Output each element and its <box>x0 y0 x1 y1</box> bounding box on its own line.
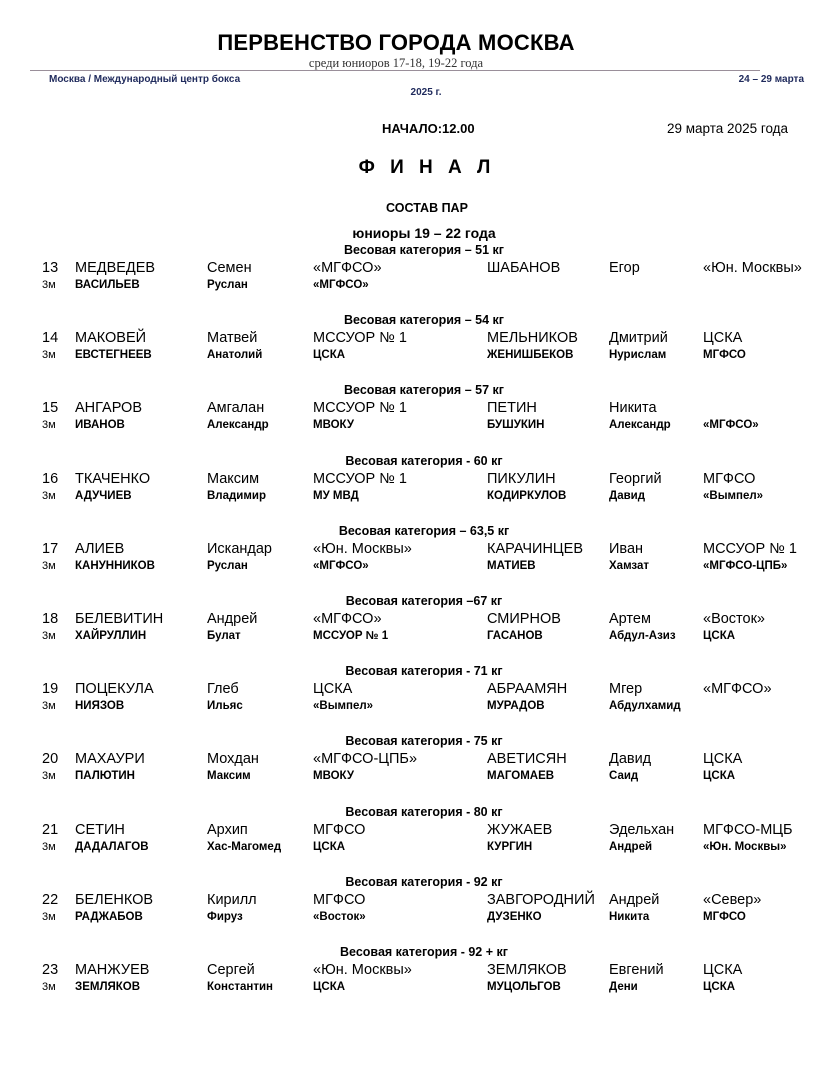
red-reserve-first-name: Константин <box>207 980 274 993</box>
blue-reserve-club: ЦСКА <box>703 980 736 993</box>
weight-category: Весовая категория – 63,5 кг <box>338 523 510 538</box>
bout-block <box>0 944 828 1014</box>
red-surname: СЕТИН <box>75 821 125 838</box>
red-first-name: Мохдан <box>207 751 259 768</box>
blue-first-name: Давид <box>609 751 652 768</box>
blue-reserve-surname: БУШУКИН <box>487 419 545 432</box>
red-surname: МАХАУРИ <box>75 751 145 768</box>
bout-reserve-row <box>0 279 828 293</box>
red-reserve-club: «МГФСО» <box>313 279 369 291</box>
blue-surname: КАРАЧИНЦЕВ <box>487 540 583 557</box>
bout-reserve-row <box>0 349 828 363</box>
red-club: МССУОР № 1 <box>313 330 407 347</box>
red-reserve-club: «МГФСО» <box>313 559 369 572</box>
blue-reserve-surname: МУРАДОВ <box>487 700 545 713</box>
event-dates: 24 – 29 марта <box>738 74 804 85</box>
red-reserve-surname: ЕВСТЕГНЕЕВ <box>75 349 152 362</box>
bout-main-row <box>0 541 828 559</box>
red-reserve-club: МУ МВД <box>313 489 359 502</box>
blue-surname: ШАБАНОВ <box>487 260 561 276</box>
bout-reserve-row <box>0 490 828 504</box>
weight-category: Весовая категория - 80 кг <box>345 804 503 819</box>
red-reserve-club: ЦСКА <box>313 980 346 993</box>
blue-reserve-surname: ГАСАНОВ <box>487 629 543 642</box>
red-reserve-club: МВОКУ <box>313 419 355 432</box>
red-surname: АЛИЕВ <box>75 540 125 557</box>
reserve-tag: 3м <box>42 910 56 923</box>
weight-category: Весовая категория - 75 кг <box>345 734 503 749</box>
bout-reserve-row <box>0 630 828 644</box>
blue-first-name: Мгер <box>609 681 643 698</box>
reserve-tag: 3м <box>42 419 56 432</box>
reserve-tag: 3м <box>42 770 56 783</box>
bout-reserve-row <box>0 770 828 784</box>
blue-reserve-surname: ДУЗЕНКО <box>487 910 542 923</box>
blue-reserve-first-name: Нурислам <box>609 349 667 362</box>
blue-surname: АБРААМЯН <box>487 681 568 698</box>
blue-surname: ЗЕМЛЯКОВ <box>487 961 567 978</box>
reserve-tag: 3м <box>42 700 56 713</box>
red-club: «МГФСО» <box>313 260 382 276</box>
weight-category: Весовая категория - 92 + кг <box>340 944 508 959</box>
bout-reserve-row <box>0 841 828 855</box>
red-reserve-surname: ЗЕМЛЯКОВ <box>75 980 141 993</box>
red-club: МССУОР № 1 <box>313 400 407 417</box>
bout-block <box>0 453 828 523</box>
bout-number: 16 <box>42 470 59 487</box>
bout-main-row <box>0 400 828 418</box>
red-reserve-surname: РАДЖАБОВ <box>75 910 143 923</box>
pairs-label: СОСТАВ ПАР <box>386 201 468 215</box>
red-surname: АНГАРОВ <box>75 400 142 417</box>
red-reserve-surname: ИВАНОВ <box>75 419 125 432</box>
weight-category: Весовая категория - 71 кг <box>345 664 503 679</box>
blue-surname: ЖУЖАЕВ <box>487 821 553 838</box>
red-reserve-surname: ВАСИЛЬЕВ <box>75 279 140 291</box>
red-club: МГФСО <box>313 891 366 908</box>
red-first-name: Сергей <box>207 961 255 978</box>
weight-category: Весовая категория –67 кг <box>345 593 503 608</box>
bout-number: 22 <box>42 891 59 908</box>
red-first-name: Амгалан <box>207 400 265 417</box>
red-club: «Юн. Москвы» <box>313 961 412 978</box>
reserve-tag: 3м <box>42 349 56 362</box>
bout-main-row <box>0 681 828 699</box>
blue-reserve-club: ЦСКА <box>703 629 736 642</box>
red-club: МССУОР № 1 <box>313 470 407 487</box>
red-reserve-first-name: Фируз <box>207 910 243 923</box>
bout-main-row <box>0 751 828 769</box>
blue-club: «Юн. Москвы» <box>703 260 802 276</box>
bout-reserve-row <box>0 419 828 433</box>
bout-main-row <box>0 962 828 980</box>
bout-block <box>0 382 828 452</box>
weight-category: Весовая категория – 51 кг <box>344 243 504 257</box>
blue-first-name: Иван <box>609 540 644 557</box>
blue-reserve-first-name: Саид <box>609 770 639 783</box>
blue-first-name: Дмитрий <box>609 330 668 347</box>
bout-block <box>0 733 828 803</box>
bout-reserve-row <box>0 560 828 574</box>
bout-main-row <box>0 892 828 910</box>
blue-first-name: Георгий <box>609 470 662 487</box>
bout-block <box>0 242 828 312</box>
blue-surname: СМИРНОВ <box>487 610 561 627</box>
blue-first-name: Артем <box>609 610 651 627</box>
document-title: ПЕРВЕНСТВО ГОРОДА МОСКВА <box>217 30 575 55</box>
bout-block <box>0 663 828 733</box>
red-reserve-surname: НИЯЗОВ <box>75 700 125 713</box>
blue-first-name: Эдельхан <box>609 821 675 838</box>
bout-reserve-row <box>0 981 828 995</box>
red-club: «Юн. Москвы» <box>313 540 412 557</box>
weight-category: Весовая категория – 54 кг <box>344 313 504 328</box>
weight-category: Весовая категория - 60 кг <box>345 453 503 468</box>
bout-number: 18 <box>42 610 59 627</box>
red-reserve-surname: КАНУННИКОВ <box>75 559 155 572</box>
reserve-tag: 3м <box>42 629 56 642</box>
red-club: «МГФСО» <box>313 610 382 627</box>
red-reserve-first-name: Хас-Магомед <box>207 840 282 853</box>
blue-reserve-surname: КУРГИН <box>487 840 533 853</box>
blue-reserve-surname: КОДИРКУЛОВ <box>487 489 567 502</box>
blue-reserve-first-name: Давид <box>609 489 646 502</box>
age-group-label: юниоры 19 – 22 года <box>352 225 496 241</box>
bout-main-row <box>0 260 828 278</box>
red-reserve-surname: АДУЧИЕВ <box>75 489 132 502</box>
red-reserve-club: ЦСКА <box>313 349 346 362</box>
red-reserve-first-name: Владимир <box>207 489 266 502</box>
red-first-name: Максим <box>207 470 260 487</box>
header-divider <box>30 70 760 71</box>
event-year: 2025 г. <box>410 87 442 98</box>
bout-reserve-row <box>0 911 828 925</box>
bout-number: 17 <box>42 540 59 557</box>
blue-club: ЦСКА <box>703 330 743 347</box>
red-first-name: Кирилл <box>207 891 257 908</box>
reserve-tag: 3м <box>42 489 56 502</box>
red-first-name: Семен <box>207 260 252 276</box>
blue-reserve-club: «Юн. Москвы» <box>703 840 787 853</box>
blue-reserve-first-name: Абдулхамид <box>609 700 681 713</box>
bout-block <box>0 593 828 663</box>
bout-main-row <box>0 822 828 840</box>
red-reserve-surname: ХАЙРУЛЛИН <box>75 629 147 642</box>
blue-reserve-first-name: Хамзат <box>609 559 650 572</box>
blue-reserve-club: «МГФСО» <box>703 419 759 432</box>
red-reserve-club: «Восток» <box>313 910 366 923</box>
session-date: 29 марта 2025 года <box>667 121 789 136</box>
blue-reserve-first-name: Абдул-Азиз <box>609 629 676 642</box>
red-reserve-club: ЦСКА <box>313 840 346 853</box>
blue-first-name: Никита <box>609 400 657 417</box>
blue-club: «Восток» <box>703 610 766 627</box>
red-surname: МАНЖУЕВ <box>75 961 150 978</box>
document-subtitle: среди юниоров 17-18, 19-22 года <box>308 56 484 70</box>
blue-reserve-club: «Вымпел» <box>703 489 764 502</box>
red-first-name: Андрей <box>207 610 258 627</box>
red-surname: МЕДВЕДЕВ <box>75 260 156 276</box>
red-first-name: Глеб <box>207 681 239 698</box>
weight-category: Весовая категория – 57 кг <box>344 383 504 398</box>
bout-number: 20 <box>42 751 59 768</box>
red-reserve-first-name: Александр <box>207 419 269 432</box>
red-reserve-first-name: Руслан <box>207 559 248 572</box>
blue-reserve-club: ЦСКА <box>703 770 736 783</box>
bout-main-row <box>0 471 828 489</box>
bout-number: 14 <box>42 330 59 347</box>
red-first-name: Матвей <box>207 330 258 347</box>
reserve-tag: 3м <box>42 559 56 572</box>
blue-surname: ПЕТИН <box>487 400 537 417</box>
bout-block <box>0 523 828 593</box>
red-surname: ПОЦЕКУЛА <box>75 681 154 698</box>
red-first-name: Искандар <box>207 540 272 557</box>
red-reserve-first-name: Руслан <box>207 279 248 291</box>
bout-main-row <box>0 330 828 348</box>
red-reserve-surname: ПАЛЮТИН <box>75 770 135 783</box>
red-surname: БЕЛЕВИТИН <box>75 610 164 627</box>
bout-number: 23 <box>42 961 59 978</box>
reserve-tag: 3м <box>42 840 56 853</box>
blue-surname: МЕЛЬНИКОВ <box>487 330 578 347</box>
blue-club: ЦСКА <box>703 961 743 978</box>
blue-reserve-club: «МГФСО-ЦПБ» <box>703 559 788 572</box>
blue-club: «Север» <box>703 891 762 908</box>
bout-block <box>0 312 828 382</box>
blue-first-name: Андрей <box>609 891 660 908</box>
blue-reserve-first-name: Никита <box>609 910 650 923</box>
red-reserve-club: МССУОР № 1 <box>313 629 389 642</box>
blue-reserve-surname: МУЦОЛЬГОВ <box>487 980 561 993</box>
blue-surname: АВЕТИСЯН <box>487 751 567 768</box>
bout-number: 13 <box>42 260 59 276</box>
red-reserve-first-name: Ильяс <box>207 700 243 713</box>
blue-club: МГФСО-МЦБ <box>703 821 793 838</box>
blue-reserve-first-name: Дени <box>609 980 638 993</box>
blue-first-name: Евгений <box>609 961 664 978</box>
bout-block <box>0 804 828 874</box>
red-surname: БЕЛЕНКОВ <box>75 891 154 908</box>
red-reserve-club: МВОКУ <box>313 770 355 783</box>
blue-club: ЦСКА <box>703 751 743 768</box>
blue-reserve-club: МГФСО <box>703 910 746 923</box>
red-first-name: Архип <box>207 821 248 838</box>
stage-title: Ф И Н А Л <box>358 157 496 178</box>
start-time: НАЧАЛО:12.00 <box>382 121 475 136</box>
red-club: «МГФСО-ЦПБ» <box>313 751 418 768</box>
red-reserve-first-name: Максим <box>207 770 251 783</box>
red-reserve-first-name: Анатолий <box>207 349 263 362</box>
blue-club: МГФСО <box>703 470 756 487</box>
reserve-tag: 3м <box>42 279 56 291</box>
blue-reserve-surname: ЖЕНИШБЕКОВ <box>487 349 574 362</box>
blue-surname: ЗАВГОРОДНИЙ <box>487 891 595 908</box>
bout-block <box>0 874 828 944</box>
bout-reserve-row <box>0 700 828 714</box>
red-reserve-surname: ДАДАЛАГОВ <box>75 840 149 853</box>
bouts-list <box>0 242 828 1014</box>
blue-reserve-club: МГФСО <box>703 349 746 362</box>
blue-surname: ПИКУЛИН <box>487 470 556 487</box>
red-surname: МАКОВЕЙ <box>75 330 147 347</box>
weight-category: Весовая категория - 92 кг <box>345 874 503 889</box>
red-club: ЦСКА <box>313 681 353 698</box>
blue-club: «МГФСО» <box>703 681 772 698</box>
blue-first-name: Егор <box>609 260 640 276</box>
red-reserve-club: «Вымпел» <box>313 700 374 713</box>
bout-main-row <box>0 611 828 629</box>
bout-number: 19 <box>42 681 59 698</box>
blue-reserve-surname: МАГОМАЕВ <box>487 770 555 783</box>
blue-reserve-first-name: Александр <box>609 419 671 432</box>
red-surname: ТКАЧЕНКО <box>75 470 151 487</box>
bout-number: 15 <box>42 400 59 417</box>
blue-reserve-surname: МАТИЕВ <box>487 559 536 572</box>
reserve-tag: 3м <box>42 980 56 993</box>
red-reserve-first-name: Булат <box>207 629 241 642</box>
venue-label: Москва / Международный центр бокса <box>49 74 241 85</box>
red-club: МГФСО <box>313 821 366 838</box>
blue-reserve-first-name: Андрей <box>609 840 653 853</box>
bout-number: 21 <box>42 821 59 838</box>
blue-club: МССУОР № 1 <box>703 540 797 557</box>
